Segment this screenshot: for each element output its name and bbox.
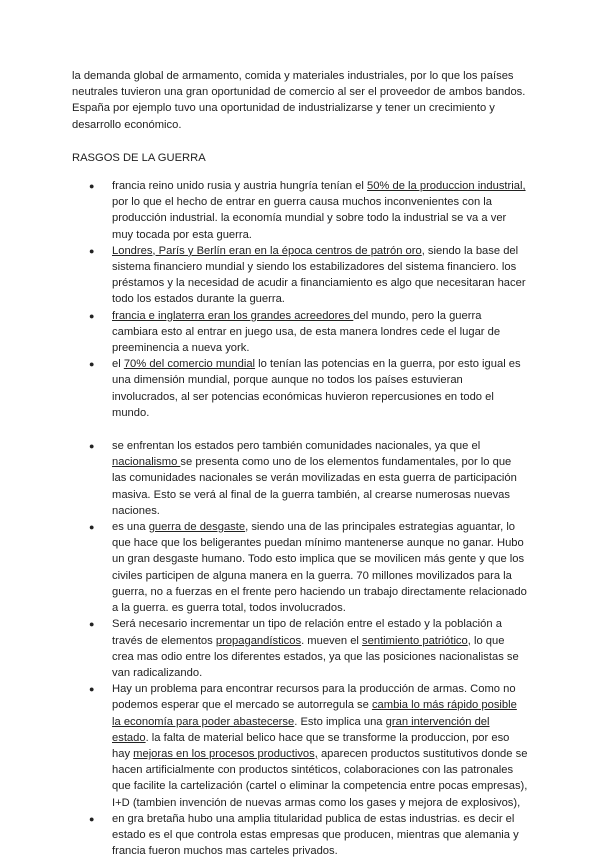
text-run: es una [112, 521, 149, 534]
text-run: , siendo una de las principales estrategias aguantar, lo que hace que los beligerantes puedan mínimo mantenerse aunque no ganar. Hubo un gran desgaste humano. Todo esto implica que se movilicen más gente y que los civiles participen de alguna manera en la guerra. 70 millones movilizados para la guerra, no a fuerzas en el frente pero haciendo un trabajo directamente relacionado a la guerra. es guerra total, todos involucrados. [112, 521, 527, 615]
list-item [72, 243, 528, 308]
list-item [72, 519, 528, 616]
underlined-text: propagandísticos [215, 634, 302, 647]
text-run: del mundo, pero la guerra cambiara esto al entrar en juego usa, de esta manera londres cede el lugar de preeminencia a nueva york. [112, 309, 501, 355]
bullet-icon: ● [89, 245, 95, 256]
bullet-list [72, 178, 528, 859]
underlined-text: Londres, París y Berlín eran en la época centros de patrón oro [112, 244, 422, 257]
text-run: aparecen productos sustitutivos donde se hacen artificialmente con productos sintéticos, colaboraciones con las patronales que facilite la cartelización (cartel o eliminar la competencia entre pocas empresas), I+D (tambien invención de nuevas armas como los gases y mejora de explosivos), [112, 747, 528, 809]
bullet-icon: ● [89, 813, 95, 824]
text-run: en gra bretaña hubo una amplia titularidad publica de estas industrias. es decir el estado es el que controla estas empresas que producen, mientras que alemania y francia fueron muchos mas carteles privados. [112, 812, 519, 858]
bullet-icon: ● [89, 359, 95, 370]
text-run: lo tenían las potencias en la guerra, por esto igual es una dimensión mundial, porque aunque no todos los países estuvieran involucrados, al ser potencias económicas huvieron repercusiones en todo el mundo. [112, 358, 521, 419]
text-run: Será necesario incrementar un tipo de relación entre el estado y la población a través de elementos [112, 618, 502, 647]
document-body [72, 68, 528, 859]
bullet-icon: ● [89, 619, 95, 630]
underlined-text: guerra de desgaste [148, 521, 246, 534]
text-run: el [112, 358, 124, 371]
bullet-icon: ● [89, 522, 95, 533]
list-item [72, 438, 528, 519]
text-run: . la falta de material belico hace que se transforme la produccion, por eso hay [112, 731, 510, 760]
text-run: . mueven el [301, 634, 363, 647]
underlined-text: mejoras en los procesos productivos, [133, 747, 318, 760]
text-run: francia reino unido rusia y austria hungría tenían el [112, 180, 367, 193]
list-item [72, 811, 528, 859]
bullet-icon: ● [89, 310, 95, 321]
text-run: , lo que crea mas odio entre los diferentes estados, ya que las posiciones nacionalistas se van radicalizando. [112, 634, 519, 679]
list-item [72, 681, 528, 811]
underlined-text: francia e inglaterra eran los grandes acreedores [112, 309, 354, 322]
bullet-icon: ● [89, 684, 95, 695]
list-item [72, 616, 528, 681]
underlined-text: gran intervención del estado [112, 715, 490, 744]
bullet-icon: ● [89, 441, 95, 452]
text-run: , siendo la base del sistema financiero mundial y siendo los estabilizadores del sistema financiero. los préstamos y la necesidad de acudir a financiamiento es algo que necesitaran hacer todo los estados durante la guerra. [112, 244, 526, 306]
text-run: se presenta como uno de los elementos fundamentales, por lo que las comunidades nacionales se verán movilizadas en esta guerra de participación masiva. Esto se verá al final de la guerra también, al crearse numerosas nuevas naciones. [112, 456, 517, 517]
list-item [72, 308, 528, 357]
bullet-icon: ● [89, 181, 95, 192]
text-run: por lo que el hecho de entrar en guerra causa muchos inconvenientes con la producción industrial. la economía mundial y sobre todo la industrial se va a ver muy tocada por esta guerra. [112, 196, 507, 241]
text-run: Hay un problema para encontrar recursos para la producción de armas. Como no podemos esperar que el mercado se autorregula se [112, 683, 516, 712]
underlined-text: cambia lo más rápido posible la economía para poder abastecerse [112, 699, 517, 728]
list-item [72, 178, 528, 243]
underlined-text: 50% de la produccion industrial, [366, 180, 526, 193]
text-run: . Esto implica una [294, 715, 386, 728]
intro-paragraph: la demanda global de armamento, comida y materiales industriales, por lo que los países neutrales tuvieron una gran oportunidad de comercio al ser el proveedor de ambos bandos. España por ejemplo tuvo una oportunidad de industrializarse y tener un crecimiento y desarrollo económico. [72, 70, 526, 131]
list-item [72, 356, 528, 421]
text-run: se enfrentan los estados pero también comunidades nacionales, ya que el [112, 440, 481, 453]
underlined-text: sentimiento patriótico [362, 634, 468, 647]
section-heading: RASGOS DE LA GUERRA [72, 151, 206, 164]
underlined-text: nacionalismo [112, 456, 181, 469]
underlined-text: 70% del comercio mundial [123, 358, 256, 371]
